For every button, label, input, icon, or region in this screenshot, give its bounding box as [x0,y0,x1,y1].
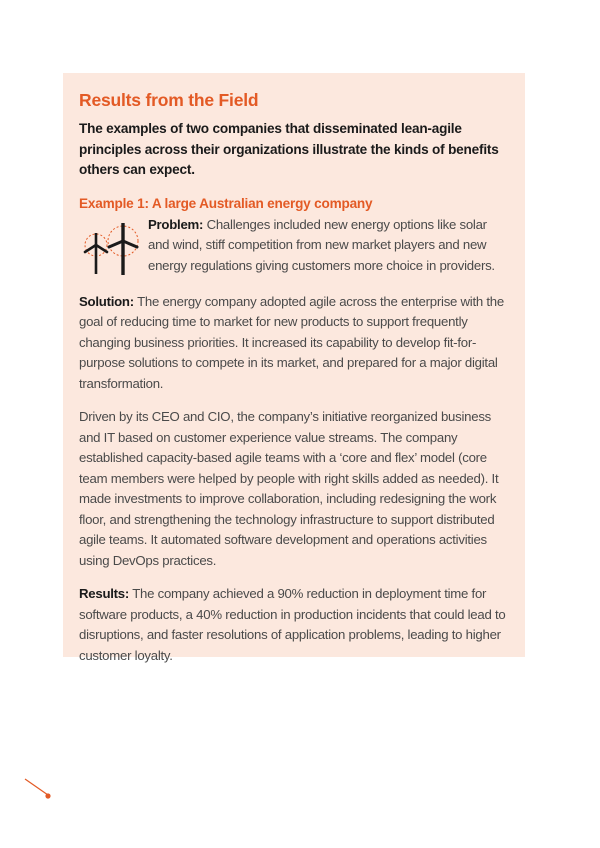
results-paragraph [79,584,509,666]
solution-paragraph [79,292,509,395]
results-callout-box [63,73,525,663]
callout-intro: The examples of two companies that disseminated lean-agile principles across their organizations illustrate the kinds of benefits others can expect. [79,121,499,177]
problem-paragraph [148,215,509,277]
problem-label: Problem: [148,216,204,232]
page-marker-line-icon [20,775,60,805]
wind-turbines-icon [82,215,148,279]
callout-title: Results from the Field [79,90,259,110]
solution-label: Solution: [79,293,134,309]
problem-section [79,215,509,279]
driven-paragraph: Driven by its CEO and CIO, the company’s initiative reorganized business and IT based on customer experience value streams. The company established capacity-based agile teams with a ‘core and flex’ model (core team members were helped by people with right skills added as needed). It made investments to improve collaboration, including redesigning the work floor, and strengthening the technology infrastructure to support distributed agile teams. It automated software development and operations activities using DevOps practices. [79,409,499,568]
solution-text: The energy company adopted agile across the enterprise with the goal of reducing time to market for new products to support frequently changing business priorities. It increased its capability to develop fit-for-purpose solutions to compete in its market, and prepared for a major digital transformation. [79,293,504,391]
example-heading: Example 1: A large Australian energy company [79,195,373,211]
problem-text: Challenges included new energy options like solar and wind, stiff competition from new market players and new energy regulations giving customers more choice in providers. [148,216,495,273]
results-text: The company achieved a 90% reduction in deployment time for software products, a 40% reduction in production incidents that could lead to disruptions, and faster resolutions of application problems, leading to higher customer loyalty. [79,586,506,663]
results-label: Results: [79,586,130,601]
